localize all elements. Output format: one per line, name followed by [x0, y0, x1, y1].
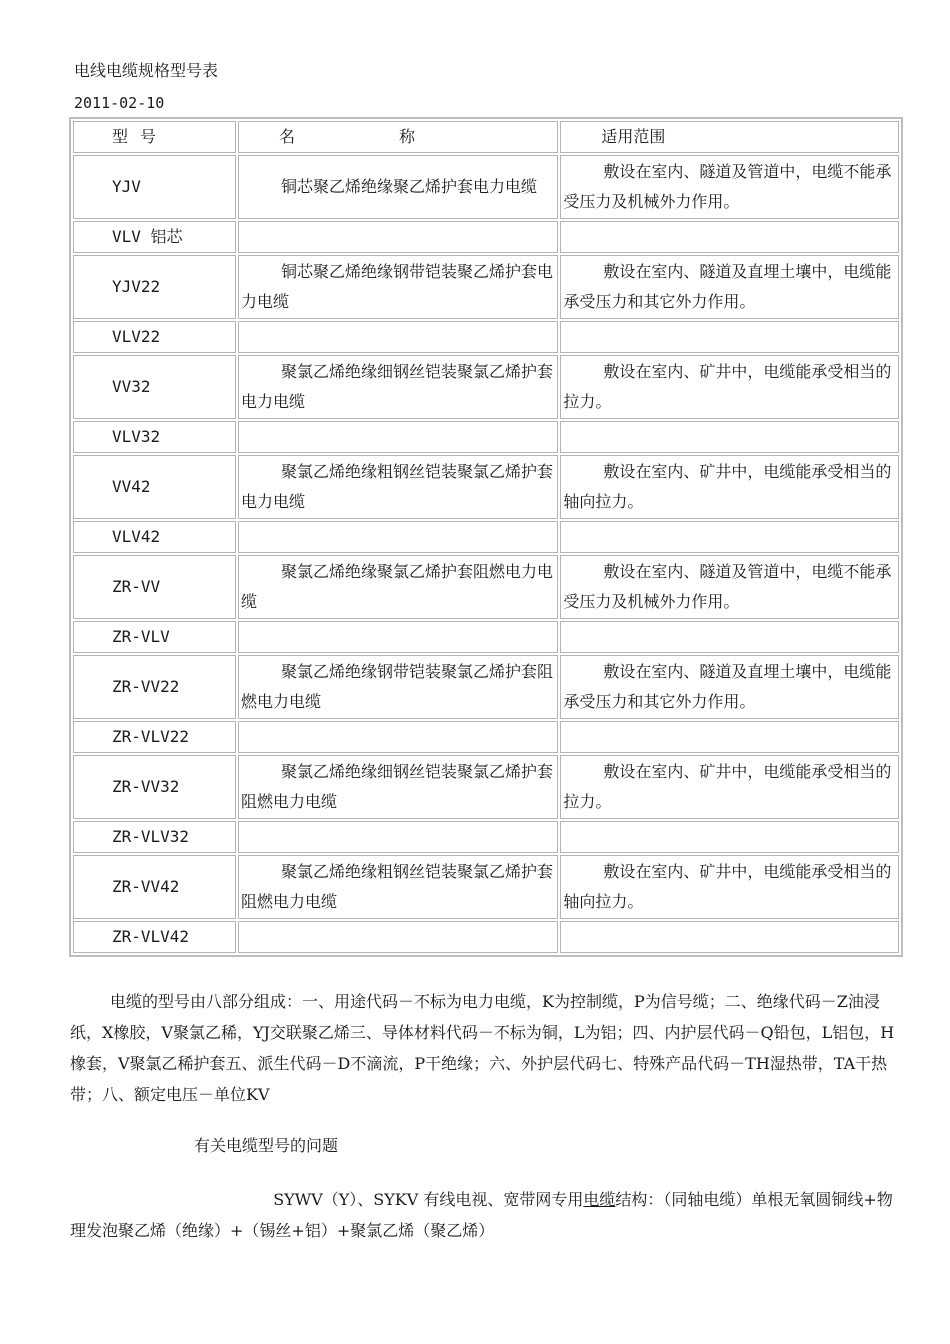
cell-range: [560, 421, 899, 453]
document-title: 电线电缆规格型号表: [74, 61, 219, 80]
table-row: [73, 321, 899, 353]
cell-name: 聚氯乙烯绝缘聚氯乙烯护套阻燃电力电缆: [238, 555, 558, 619]
cell-range: [560, 321, 899, 353]
cell-range: [560, 521, 899, 553]
cell-name: 聚氯乙烯绝缘细钢丝铠装聚氯乙烯护套阻燃电力电缆: [238, 755, 558, 819]
cell-model: VLV42: [73, 521, 236, 553]
cell-name: 聚氯乙烯绝缘细钢丝铠装聚氯乙烯护套电力电缆: [238, 355, 558, 419]
cell-range: 敷设在室内、隧道及直埋土壤中，电缆能承受压力和其它外力作用。: [560, 655, 899, 719]
cell-range: [560, 721, 899, 753]
cell-model: YJV22: [73, 255, 236, 319]
header-range: 适用范围: [560, 121, 899, 153]
cable-link[interactable]: 电缆: [583, 1190, 616, 1209]
header-name-a: 名: [278, 127, 295, 146]
sywv-text-pre: SYWV（Y）、SYKV 有线电视、宽带网专用: [273, 1190, 584, 1209]
table-row: [73, 221, 899, 253]
cell-name: 铜芯聚乙烯绝缘聚乙烯护套电力电缆: [238, 155, 558, 219]
cell-range: 敷设在室内、矿井中，电缆能承受相当的拉力。: [560, 755, 899, 819]
cell-range: 敷设在室内、矿井中，电缆能承受相当的轴向拉力。: [560, 455, 899, 519]
cell-model: VLV32: [73, 421, 236, 453]
table-row: [73, 921, 899, 953]
section-heading: 有关电缆型号的问题: [194, 1136, 339, 1155]
cell-model: ZR-VV42: [73, 855, 236, 919]
cell-model: ZR-VLV22: [73, 721, 236, 753]
cell-model: ZR-VV: [73, 555, 236, 619]
sywv-text-post: 结构：（同轴电缆）单根无氧圆铜线+物理发泡聚乙烯（绝缘）+（锡丝+铝）+聚氯乙烯（聚乙烯）: [70, 1190, 893, 1240]
cable-spec-table: [69, 117, 903, 957]
cell-range: 敷设在室内、隧道及管道中，电缆不能承受压力及机械外力作用。: [560, 155, 899, 219]
sywv-paragraph: [70, 1184, 904, 1246]
cell-range: [560, 921, 899, 953]
cell-range: [560, 621, 899, 653]
cell-model: YJV: [73, 155, 236, 219]
cell-range: 敷设在室内、隧道及直埋土壤中，电缆能承受压力和其它外力作用。: [560, 255, 899, 319]
cell-model: ZR-VLV32: [73, 821, 236, 853]
cell-name: [238, 321, 558, 353]
table-row: [73, 155, 899, 219]
table-row: [73, 355, 899, 419]
cell-name: [238, 521, 558, 553]
header-model: 型号: [73, 121, 236, 153]
cell-name: [238, 921, 558, 953]
table-row: [73, 521, 899, 553]
document-date: 2011-02-10: [74, 94, 165, 112]
cell-name: 聚氯乙烯绝缘粗钢丝铠装聚氯乙烯护套阻燃电力电缆: [238, 855, 558, 919]
table-row: [73, 821, 899, 853]
cell-name: [238, 721, 558, 753]
table-row: [73, 621, 899, 653]
cell-model: ZR-VLV: [73, 621, 236, 653]
cell-model: VLV 铝芯: [73, 221, 236, 253]
cell-name: [238, 221, 558, 253]
cell-model: ZR-VLV42: [73, 921, 236, 953]
table-header-row: [73, 121, 899, 153]
cell-name: 铜芯聚乙烯绝缘钢带铠装聚乙烯护套电力电缆: [238, 255, 558, 319]
table-row: [73, 555, 899, 619]
cell-model: ZR-VV32: [73, 755, 236, 819]
table-row: [73, 721, 899, 753]
table-row: [73, 855, 899, 919]
cell-range: 敷设在室内、隧道及管道中，电缆不能承受压力及机械外力作用。: [560, 555, 899, 619]
header-name: [238, 121, 558, 153]
cell-model: VV42: [73, 455, 236, 519]
cell-name: [238, 821, 558, 853]
cell-range: 敷设在室内、矿井中，电缆能承受相当的轴向拉力。: [560, 855, 899, 919]
model-composition-paragraph: 电缆的型号由八部分组成：一、用途代码－不标为电力电缆，K为控制缆，P为信号缆；二、绝缘代码－Z油浸纸，X橡胶，V聚氯乙稀，YJ交联聚乙烯三、导体材料代码－不标为铜，L为铝；四、内护层代码－Q铅包，L铝包，H橡套，V聚氯乙稀护套五、派生代码－D不滴流，P干绝缘；六、外护层代码七、特殊产品代码－TH湿热带，TA干热带；八、额定电压－单位KV: [70, 992, 895, 1104]
cell-name: 聚氯乙烯绝缘钢带铠装聚氯乙烯护套阻燃电力电缆: [238, 655, 558, 719]
table-row: [73, 755, 899, 819]
table-row: [73, 421, 899, 453]
table-row: [73, 255, 899, 319]
cell-range: [560, 221, 899, 253]
cell-range: [560, 821, 899, 853]
cell-model: VV32: [73, 355, 236, 419]
header-name-b: 称: [399, 127, 416, 146]
cell-name: 聚氯乙烯绝缘粗钢丝铠装聚氯乙烯护套电力电缆: [238, 455, 558, 519]
cell-name: [238, 621, 558, 653]
cell-model: VLV22: [73, 321, 236, 353]
table-row: [73, 455, 899, 519]
cell-model: ZR-VV22: [73, 655, 236, 719]
cell-name: [238, 421, 558, 453]
table-row: [73, 655, 899, 719]
cell-range: 敷设在室内、矿井中，电缆能承受相当的拉力。: [560, 355, 899, 419]
